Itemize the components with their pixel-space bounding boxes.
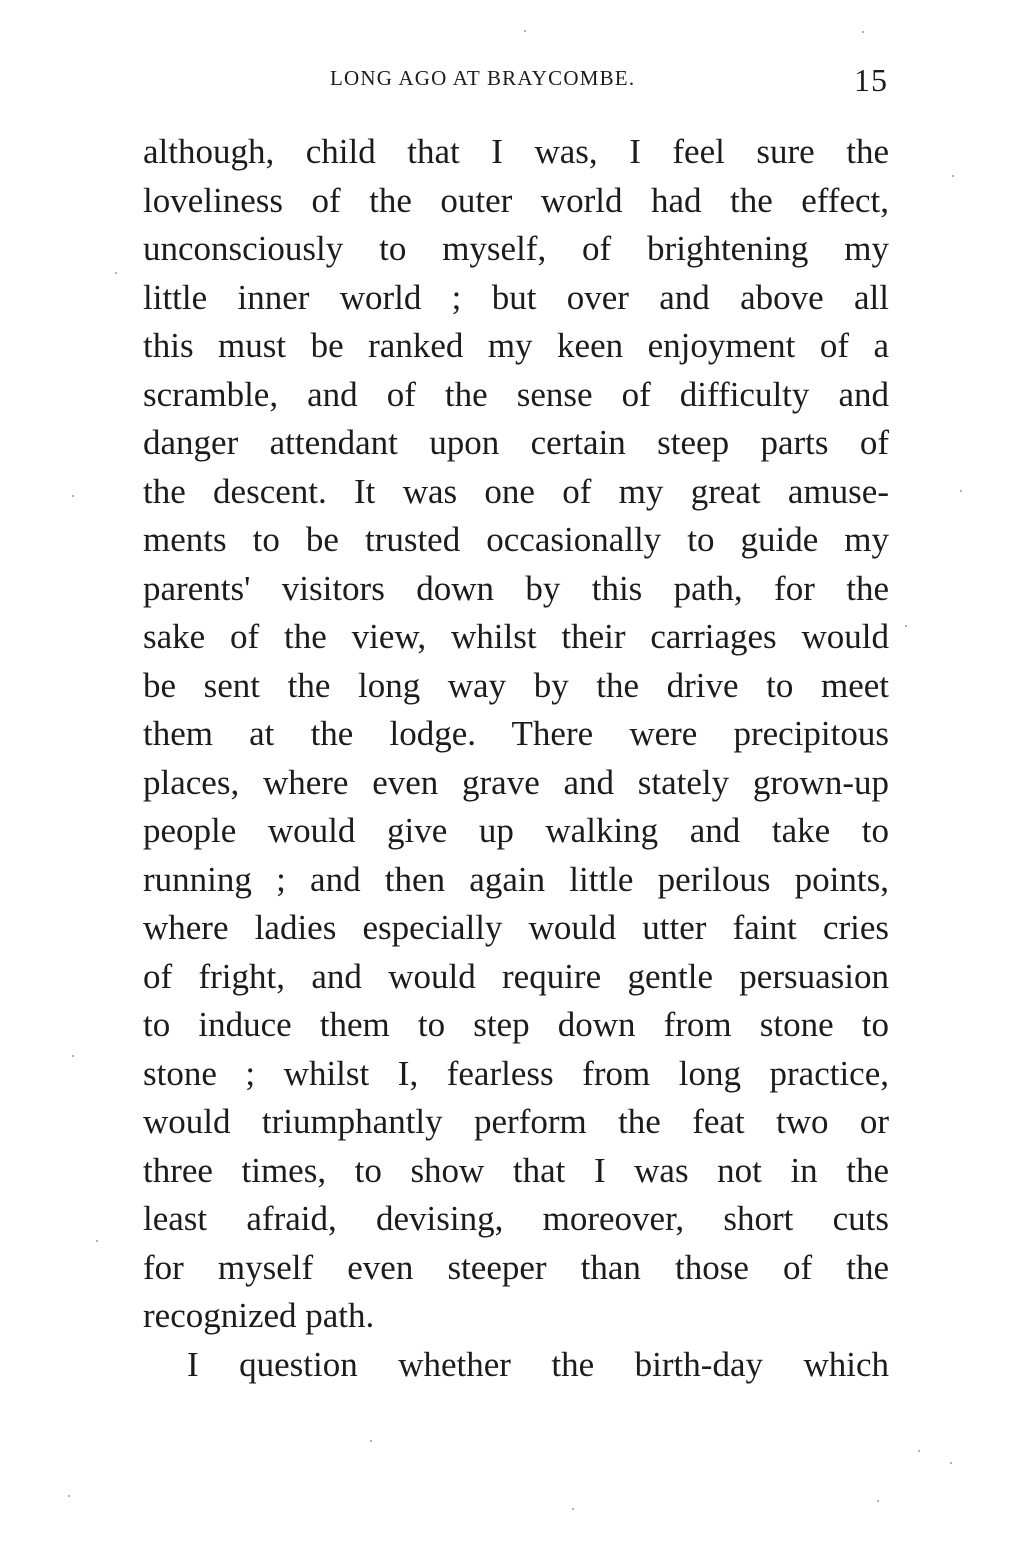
- scan-speck: [524, 30, 526, 32]
- text-line: unconsciously to myself, of brightening my: [143, 229, 889, 268]
- text-line: this must be ranked my keen enjoyment of a: [143, 326, 889, 365]
- scan-speck: [960, 490, 962, 492]
- scan-speck: [905, 625, 907, 627]
- page-number: 15: [854, 62, 888, 98]
- text-line: sake of the view, whilst their carriages would: [143, 617, 889, 656]
- scan-speck: [68, 1495, 70, 1497]
- scan-speck: [72, 495, 74, 497]
- text-line: for myself even steeper than those of the: [143, 1247, 889, 1287]
- text-line: danger attendant upon certain steep parts of: [143, 423, 889, 462]
- paragraph-start-line: I question whether the birth-day which: [187, 1344, 889, 1384]
- text-line: least afraid, devising, moreover, short cuts: [143, 1199, 889, 1238]
- scan-speck: [115, 272, 117, 274]
- text-line: stone ; whilst I, fearless from long practice,: [143, 1053, 889, 1093]
- paragraph-end-line: recognized path.: [143, 1296, 375, 1335]
- text-line: them at the lodge. There were precipitous: [143, 714, 889, 753]
- text-line: loveliness of the outer world had the effect,: [143, 180, 889, 220]
- scan-speck: [950, 1462, 952, 1464]
- text-line: the descent. It was one of my great amuse-: [143, 471, 889, 511]
- text-line: places, where even grave and stately grown-up: [143, 762, 889, 802]
- text-line: be sent the long way by the drive to meet: [143, 665, 889, 705]
- scan-speck: [918, 1450, 920, 1452]
- text-line: parents' visitors down by this path, for the: [143, 568, 889, 608]
- text-line: scramble, and of the sense of difficulty and: [143, 374, 889, 414]
- text-line: would triumphantly perform the feat two or: [143, 1102, 889, 1141]
- scan-speck: [877, 1500, 879, 1502]
- text-line: running ; and then again little perilous points,: [143, 859, 889, 899]
- scan-speck: [370, 1440, 372, 1442]
- scan-speck: [572, 1508, 574, 1510]
- text-line: people would give up walking and take to: [143, 811, 889, 850]
- text-line: where ladies especially would utter faint cries: [143, 908, 889, 947]
- body-text: [143, 128, 889, 1389]
- text-line: little inner world ; but over and above all: [143, 277, 889, 317]
- running-title: LONG AGO AT BRAYCOMBE.: [330, 66, 636, 90]
- scan-speck: [952, 175, 954, 177]
- text-line: ments to be trusted occasionally to guide my: [143, 520, 889, 559]
- scan-speck: [96, 1240, 98, 1242]
- text-line: to induce them to step down from stone to: [143, 1005, 889, 1044]
- scan-speck: [72, 1055, 74, 1057]
- text-line: of fright, and would require gentle persuasion: [143, 956, 889, 996]
- scan-speck: [862, 31, 864, 33]
- text-line: although, child that I was, I feel sure the: [143, 132, 889, 171]
- text-line: three times, to show that I was not in the: [143, 1150, 889, 1190]
